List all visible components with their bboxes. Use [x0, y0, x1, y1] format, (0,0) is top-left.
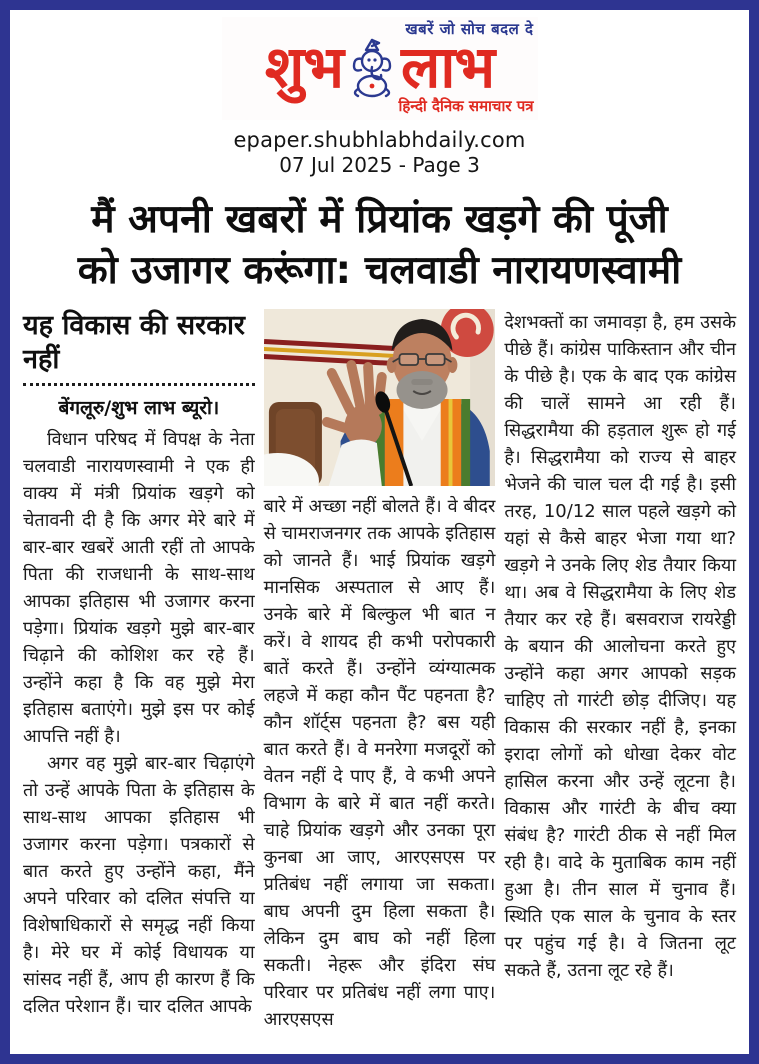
- article-paragraph: बारे में अच्छा नहीं बोलते हैं। वे बीदर से चामराजनगर तक आपके इतिहास को जानते हैं। भाई प्रियांक खड़गे मानसिक अस्पताल से आए हैं। उनके बारे में बिल्कुल भी बात न करें। वे शायद ही कभी परोपकारी बातें करते हैं। उन्होंने व्यंग्यात्मक लहजे में कहा कौन पैंट पहनता है? कौन शॉर्ट्स पहनता है? बस यही बात करते हैं। वे मनरेगा मजदूरों को वेतन नहीं दे पाए हैं, वे कभी अपने विभाग के बारे में बात नहीं करते। चाहे प्रियांक खड़गे और उनका पूरा कुनबा आ जाए, आरएसएस पर प्रतिबंध नहीं लगाया जा सकता। बाघ अपनी दुम हिला सकता है। लेकिन दुम बाघ को नहीं हिला सकती। नेहरू और इंदिरा संघ परिवार पर प्रतिबंध नहीं लगा पाए। आरएसएस: [263, 495, 496, 1030]
- photo-beard: [396, 371, 447, 409]
- article-photo: [264, 309, 496, 486]
- article-subheadline: यह विकास की सरकार नहीं: [23, 309, 245, 375]
- article-columns: [10, 309, 749, 1064]
- date-page-label: 07 Jul 2025 - Page 3: [279, 153, 480, 177]
- article-byline: बेंगलूरु/शुभ लाभ ब्यूरो।: [58, 397, 220, 420]
- masthead: [10, 10, 749, 177]
- article-paragraph: देशभक्तों का जमावड़ा है, हम उसके पीछे हैं। कांग्रेस पाकिस्तान और चीन के पीछे है। एक के बाद एक कांग्रेस की चालें सामने आ रही हैं। सिद्धरामैया की हड़ताल शुरू हो गई है। सिद्धरामैया को राज्य से बाहर भेजने की चाल चल दी गई है। इसी तरह, 10/12 साल पहले खड़गे को यहां से कैसे बाहर भेजा गया था? खड़गे ने उनके लिए शेड तैयार किया था। अब वे सिद्धरामैया के लिए शेड तैयार कर रहे हैं। बसवराज रायरेड्डी के बयान की आलोचना करते हुए उन्होंने कहा अगर आपको सड़क चाहिए तो गारंटी छोड़ दीजिए। यह विकास की सरकार नहीं है, इनका इरादा लोगों को धोखा देकर वोट हासिल करना और उन्हें लूटना है। विकास और गारंटी के बीच क्या संबंध है? गारंटी ठीक से नहीं मिल रही है। वादे के मुताबिक काम नहीं हुआ है। तीन साल में चुनाव हैं। स्थिति एक साल के चुनाव के स्तर पर पहुंच गई है। वे जितना लूट सकते हैं, उतना लूट रहे हैं।: [504, 311, 737, 981]
- article-paragraph: अगर वह मुझे बार-बार चिढ़ाएंगे तो उन्हें आपके पिता के इतिहास के साथ-साथ आपका इतिहास भी उजागर करना पड़ेगा। पत्रकारों से बात करते हुए उन्होंने कहा, मैंने अपने परिवार को दलित संपत्ति या विशेषाधिकारों से समृद्ध नहीं किया है। मेरे घर में कोई विधायक या सांसद नहीं हैं, आप ही कारण हैं कि दलित परेशान हैं। चार दलित आपके: [23, 753, 255, 1018]
- masthead-title-word1: शुभ: [264, 33, 344, 102]
- masthead-title-row: [226, 33, 534, 102]
- newspaper-logo: [222, 17, 538, 120]
- masthead-tagline: खबरें जो सोच बदल दे: [405, 20, 534, 38]
- article-headline: [18, 194, 741, 297]
- headline-line1: मैं अपनी खबरों में प्रियांक खड़गे की पूंजी: [91, 197, 668, 242]
- headline-line2: को उजागर करूंगा: चलवाडी नारायणस्वामी: [77, 248, 682, 294]
- epaper-url: epaper.shubhlabhdaily.com: [233, 128, 526, 152]
- article-column-3: [504, 309, 736, 1064]
- masthead-subtitle: हिन्दी दैनिक समाचार पत्र: [398, 97, 534, 115]
- masthead-title-word2: लाभ: [401, 33, 495, 102]
- ganesha-icon: [346, 37, 398, 99]
- article-column-1: [23, 309, 255, 1064]
- article-column-2: [264, 309, 496, 1064]
- dotted-divider: [23, 383, 255, 386]
- article-paragraph: विधान परिषद में विपक्ष के नेता चलवाडी नारायणस्वामी ने एक ही वाक्य में मंत्री प्रियांक खड़गे को चेतावनी दी है कि अगर मेरे बारे में बार-बार खबरें आती रहीं तो आपके पिता की राजधानी के साथ-साथ आपका इतिहास भी उजागर करना पड़ेगा। प्रियांक खड़गे मुझे बार-बार चिढ़ाने की कोशिश कर रहे हैं। उन्होंने कहा है कि वह मुझे मेरा इतिहास बताएंगे। मुझे इस पर कोई आपत्ति नहीं है।: [23, 429, 255, 748]
